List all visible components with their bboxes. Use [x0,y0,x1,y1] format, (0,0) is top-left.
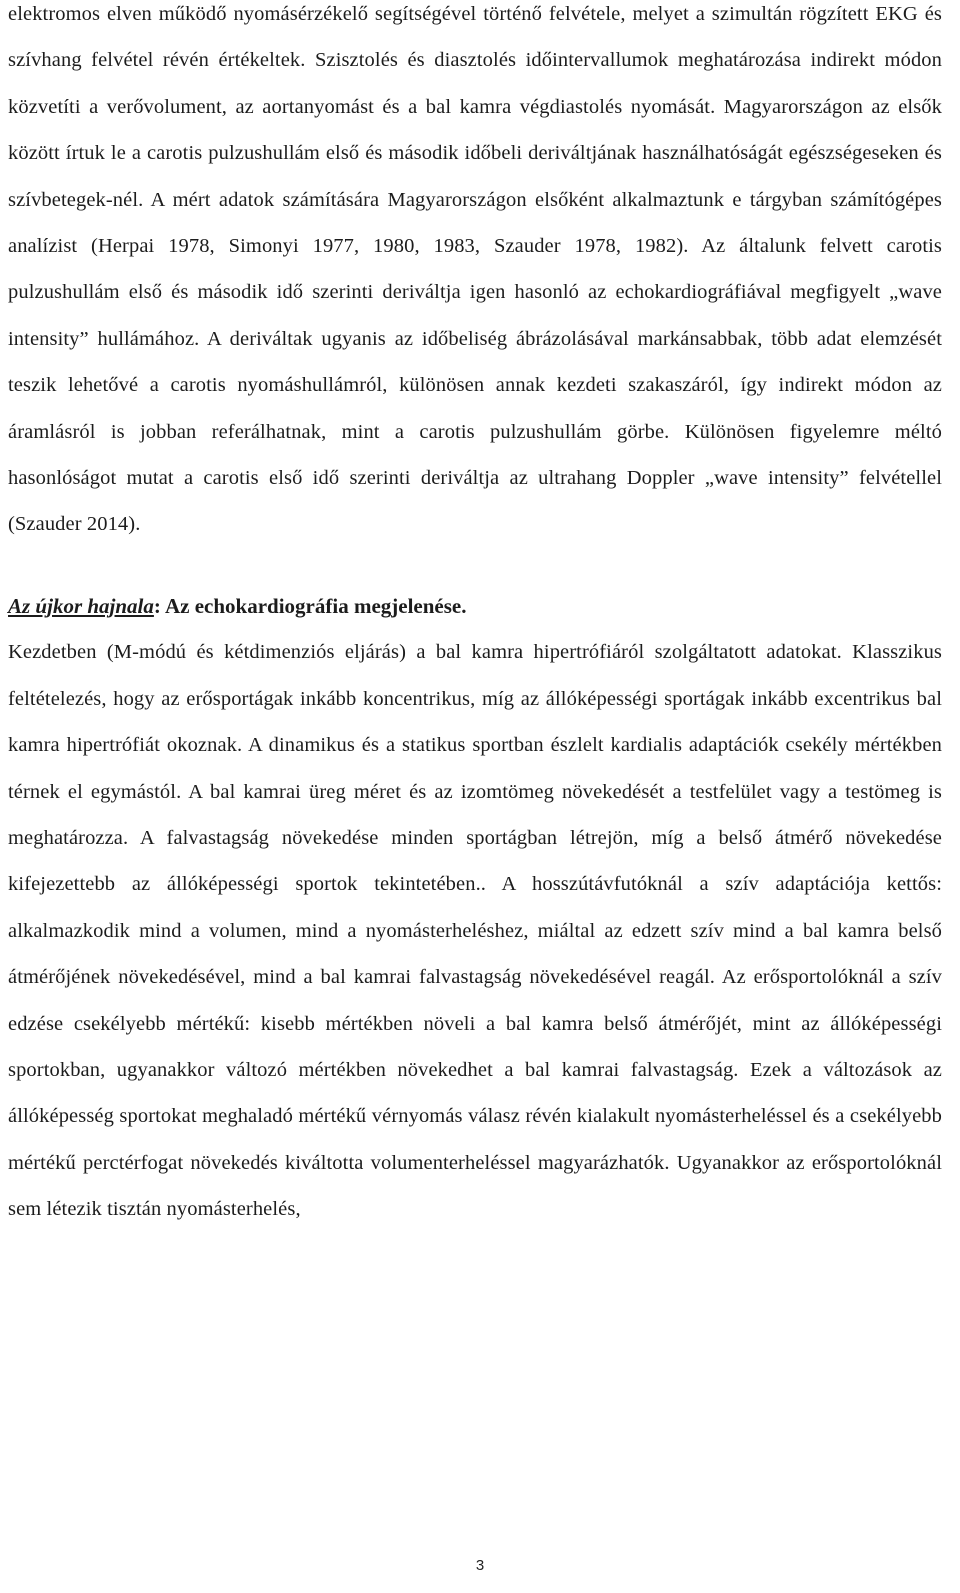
body-paragraph-2: Kezdetben (M-módú és kétdimenziós eljárás) a bal kamra hipertrófiáról szolgáltatott adatokat. Klasszikus feltételezés, hogy az erősportágak inkább koncentrikus, míg az állóképességi sportágak inkább excentrikus bal kamra hipertrófiát okoznak. A dinamikus és a statikus sportban észlelt kardialis adaptációk csekély mértékben térnek el egymástól. A bal kamrai üreg méret és az izomtömeg növekedését a testfelület vagy a testömeg is meghatározza. A falvastagság növekedése minden sportágban létrejön, míg a belső átmérő növekedése kifejezettebb az állóképességi sportok tekintetében.. A hosszútávfutóknál a szív adaptációja kettős: alkalmazkodik mind a volumen, mind a nyomásterheléshez, miáltal az edzett szív mind a bal kamra belső átmérőjének növekedésével, mind a bal kamrai falvastagság növekedésével reagál. Az erősportolóknál a szív edzése csekélyebb mértékű: kisebb mértékben növeli a bal kamra belső átmérőjét, mint az állóképességi sportokban, ugyanakkor változó mértékben növekedhet a bal kamrai falvastagság. Ezek a változások az állóképesség sportokat meghaladó mértékű vérnyomás válasz révén kialakult nyomásterheléssel és a csekélyebb mértékű perctérfogat növekedés kiváltotta volumenterheléssel magyarázhatók. Ugyanakkor az erősportolóknál sem létezik tisztán nyomásterhelés, [8,641,942,1221]
page-number: 3 [475,1557,485,1574]
document-page [8,0,942,1233]
section-heading-title: : Az echokardiográfia megjelenése. [153,593,467,618]
section-heading [8,583,942,629]
section-heading-lead: Az újkor hajnala [8,593,154,618]
body-paragraph-1: elektromos elven működő nyomásérzékelő segítségével történő felvétele, melyet a szimultán rögzített EKG és szívhang felvétel révén értékeltek. Szisztolés és diasztolés időintervallumok meghatározása indirekt módon közvetíti a verővolument, az aortanyomást és a bal kamra végdiastolés nyomását. Magyarországon az elsők között írtuk le a carotis pulzushullám első és második időbeli deriváltjának használhatóságát egészségeseken és szívbetegek-nél. A mért adatok számítására Magyarországon elsőként alkalmaztunk e tárgyban számítógépes analízist (Herpai 1978, Simonyi 1977, 1980, 1983, Szauder 1978, 1982). Az általunk felvett carotis pulzushullám első és második idő szerinti deriváltja igen hasonló az echokardiográfiával megfigyelt „wave intensity” hullámához. A deriváltak ugyanis az időbeliség ábrázolásával markánsabbak, több adat elemzését teszik lehetővé a carotis nyomáshullámról, különösen annak kezdeti szakaszáról, így indirekt módon az áramlásról is jobban referálhatnak, mint a carotis pulzushullám görbe. Különösen figyelemre méltó hasonlóságot mutat a carotis első idő szerinti deriváltja az ultrahang Doppler „wave intensity” felvétellel (Szauder 2014). [8,3,942,536]
